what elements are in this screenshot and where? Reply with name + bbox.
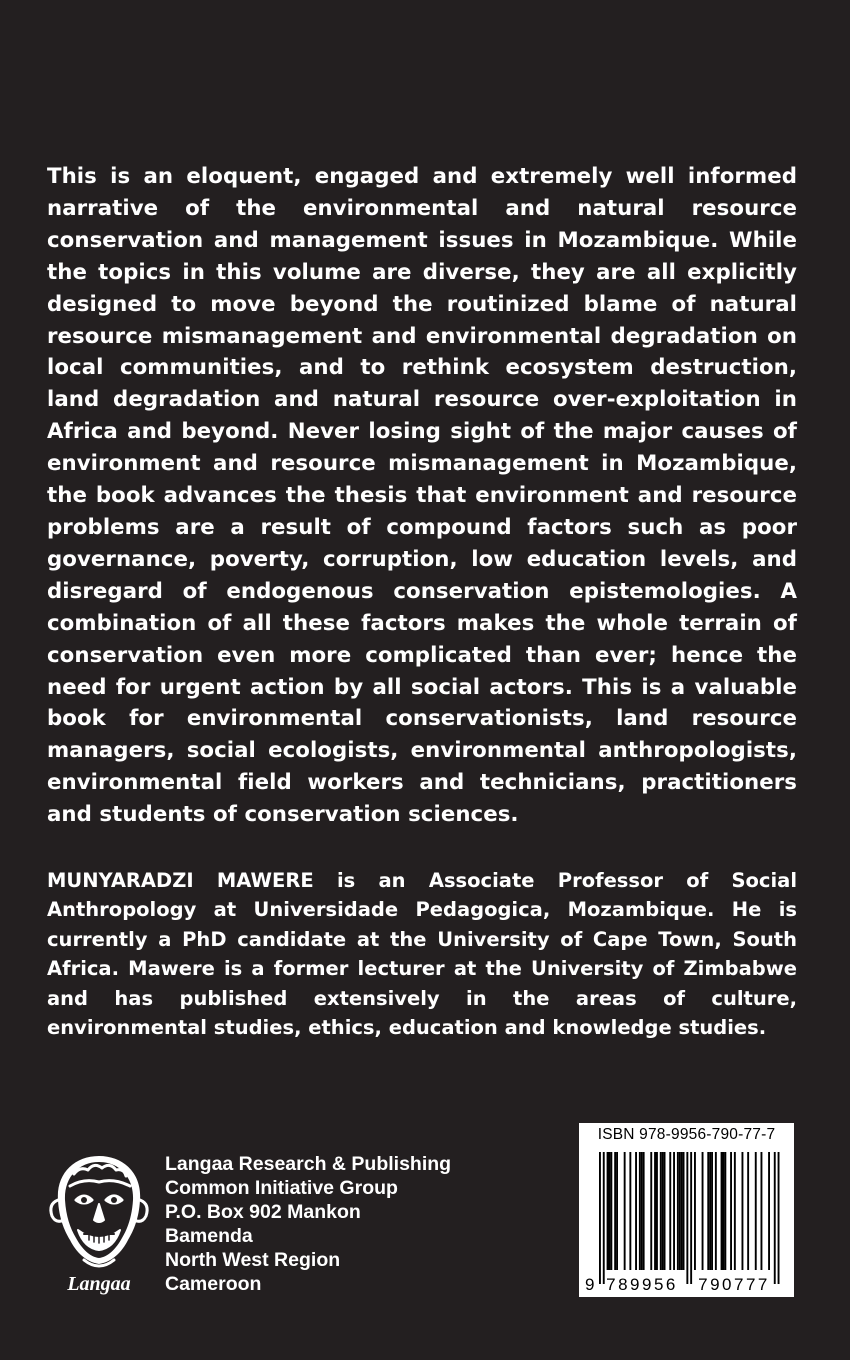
address-line: Langaa Research & Publishing [165,1153,452,1175]
mask-face-icon [51,1156,147,1266]
barcode-bar [643,1152,645,1270]
address-line: North West Region [165,1249,341,1271]
address-line: Bamenda [165,1225,253,1247]
book-blurb: This is an eloquent, engaged and extremely well informed narrative of the environmental and natural resource conservation and management issues in Mozambique. While the topics in this volume are diverse, they are all explicitly designed to move beyond the routinized blame of natural resource mismanagement and environmental degradation on local communities, and to rethink ecosystem destruction, land degradation and natural resource over-exploitation in Africa and beyond. Never losing sight of the major causes of environment and resource mismanagement in Mozambique, the book advances the thesis that environment and resource problems are a result of compound factors such as poor governance, poverty, corruption, low education levels, and disregard of endogenous conservation epistemologies. A combination of all these factors makes the whole terrain of conservation even more complicated than ever; hence the need for urgent action by all social actors. This is a valuable book for environmental conservationists, land resource managers, social ecologists, environmental anthropologists, environmental field workers and technicians, practitioners and students of conservation sciences. [47,164,797,828]
address-line: Common Initiative Group [165,1177,398,1199]
barcode-left-digits: 789956 [606,1275,678,1294]
barcode-bar [656,1152,658,1270]
barcode-bar [641,1152,643,1270]
barcode-bar [673,1152,675,1270]
barcode-bar [660,1152,662,1270]
barcode-bar [650,1152,652,1270]
barcode-bar [768,1152,770,1270]
barcode-bar [609,1152,611,1270]
barcode-right-digits: 790777 [698,1275,770,1294]
barcode-guard-bar [690,1152,692,1284]
address-line: Cameroon [165,1273,262,1295]
publisher-logo [44,1148,154,1298]
publisher-address [165,1152,451,1296]
barcode-bar [715,1152,717,1270]
author-bio: MUNYARADZI MAWERE is an Associate Professor of Social Anthropology at Universidade Pedagogica, Mozambique. He is currently a PhD candidate at the University of Cape Town, South Africa. Mawere is a former lecturer at the University of Zimbabwe and has published extensively in the areas of culture, environmental studies, ethics, education and knowledge studies. [47,869,797,1040]
barcode-guard-bar [603,1152,605,1284]
barcode-bar [721,1152,723,1270]
barcode-bar [662,1152,664,1270]
barcode-bar [734,1152,736,1270]
barcode-bar [635,1152,637,1270]
barcode-bar [761,1152,763,1270]
barcode-bar [747,1152,749,1270]
barcode-bar [694,1152,696,1270]
barcode-bar [664,1152,666,1270]
barcode-guard-bar [686,1152,688,1284]
barcode-bar [610,1152,612,1270]
barcode-bar [730,1152,732,1270]
barcode-bar [607,1152,609,1270]
barcode-bar [681,1152,683,1270]
barcode-bar [711,1152,713,1270]
barcode-bar [654,1152,656,1270]
barcode-bar [677,1152,679,1270]
isbn-barcode [579,1148,794,1298]
barcode-bar [669,1152,671,1270]
barcode-bar [624,1152,626,1270]
barcode-bar [629,1152,631,1270]
barcode-guard-bar [778,1152,780,1284]
barcode-bar [614,1152,616,1270]
barcode-bar [707,1152,709,1270]
isbn-label: ISBN 978-9956-790-77-7 [597,1126,776,1143]
barcode-bar [755,1152,757,1270]
barcode-bar [639,1152,641,1270]
barcode-bar [742,1152,744,1270]
barcode-bar [723,1152,725,1270]
logo-label: Langaa [67,1273,131,1295]
barcode-bar [616,1152,618,1270]
address-line: P.O. Box 902 Mankon [165,1201,361,1223]
barcode-bar [683,1152,685,1270]
barcode-bar [709,1152,711,1270]
barcode-lead-digit: 9 [585,1275,595,1294]
barcode-bar [724,1152,726,1270]
isbn-barcode-box [579,1123,794,1297]
barcode-guard-bar [774,1152,776,1284]
barcode-guard-bar [599,1152,601,1284]
barcode-bar [702,1152,704,1270]
barcode-bar [679,1152,681,1270]
